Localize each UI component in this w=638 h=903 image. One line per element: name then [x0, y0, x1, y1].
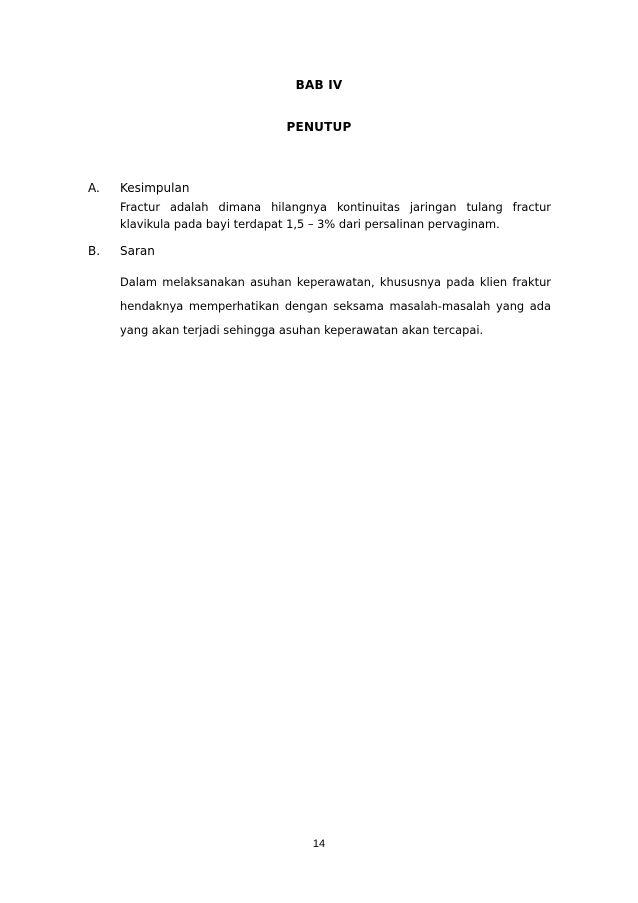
- paragraph-line: hendaknya memperhatikan dengan seksama masalah-masalah yang ada: [120, 299, 551, 313]
- paragraph-line: yang akan terjadi sehingga asuhan keperawatan akan tercapai.: [120, 323, 484, 337]
- section-a-paragraph: [120, 199, 551, 233]
- paragraph-line: Fractur adalah dimana hilangnya kontinuitas jaringan tulang fractur: [120, 200, 551, 214]
- page-number: 14: [312, 838, 326, 850]
- section-b-title: Saran: [120, 244, 155, 258]
- section-b-heading: [88, 244, 155, 258]
- chapter-heading: BAB IV: [295, 78, 343, 92]
- section-b-paragraph: [120, 270, 551, 342]
- paragraph-line: Dalam melaksanakan asuhan keperawatan, khususnya pada klien fraktur: [120, 275, 551, 289]
- section-a-title: Kesimpulan: [120, 181, 190, 195]
- paragraph-line: klavikula pada bayi terdapat 1,5 – 3% dari persalinan pervaginam.: [120, 217, 500, 231]
- section-a-marker: A.: [88, 181, 100, 195]
- section-b-marker: B.: [88, 244, 101, 258]
- chapter-title: PENUTUP: [286, 120, 352, 134]
- section-a-heading: [88, 181, 189, 195]
